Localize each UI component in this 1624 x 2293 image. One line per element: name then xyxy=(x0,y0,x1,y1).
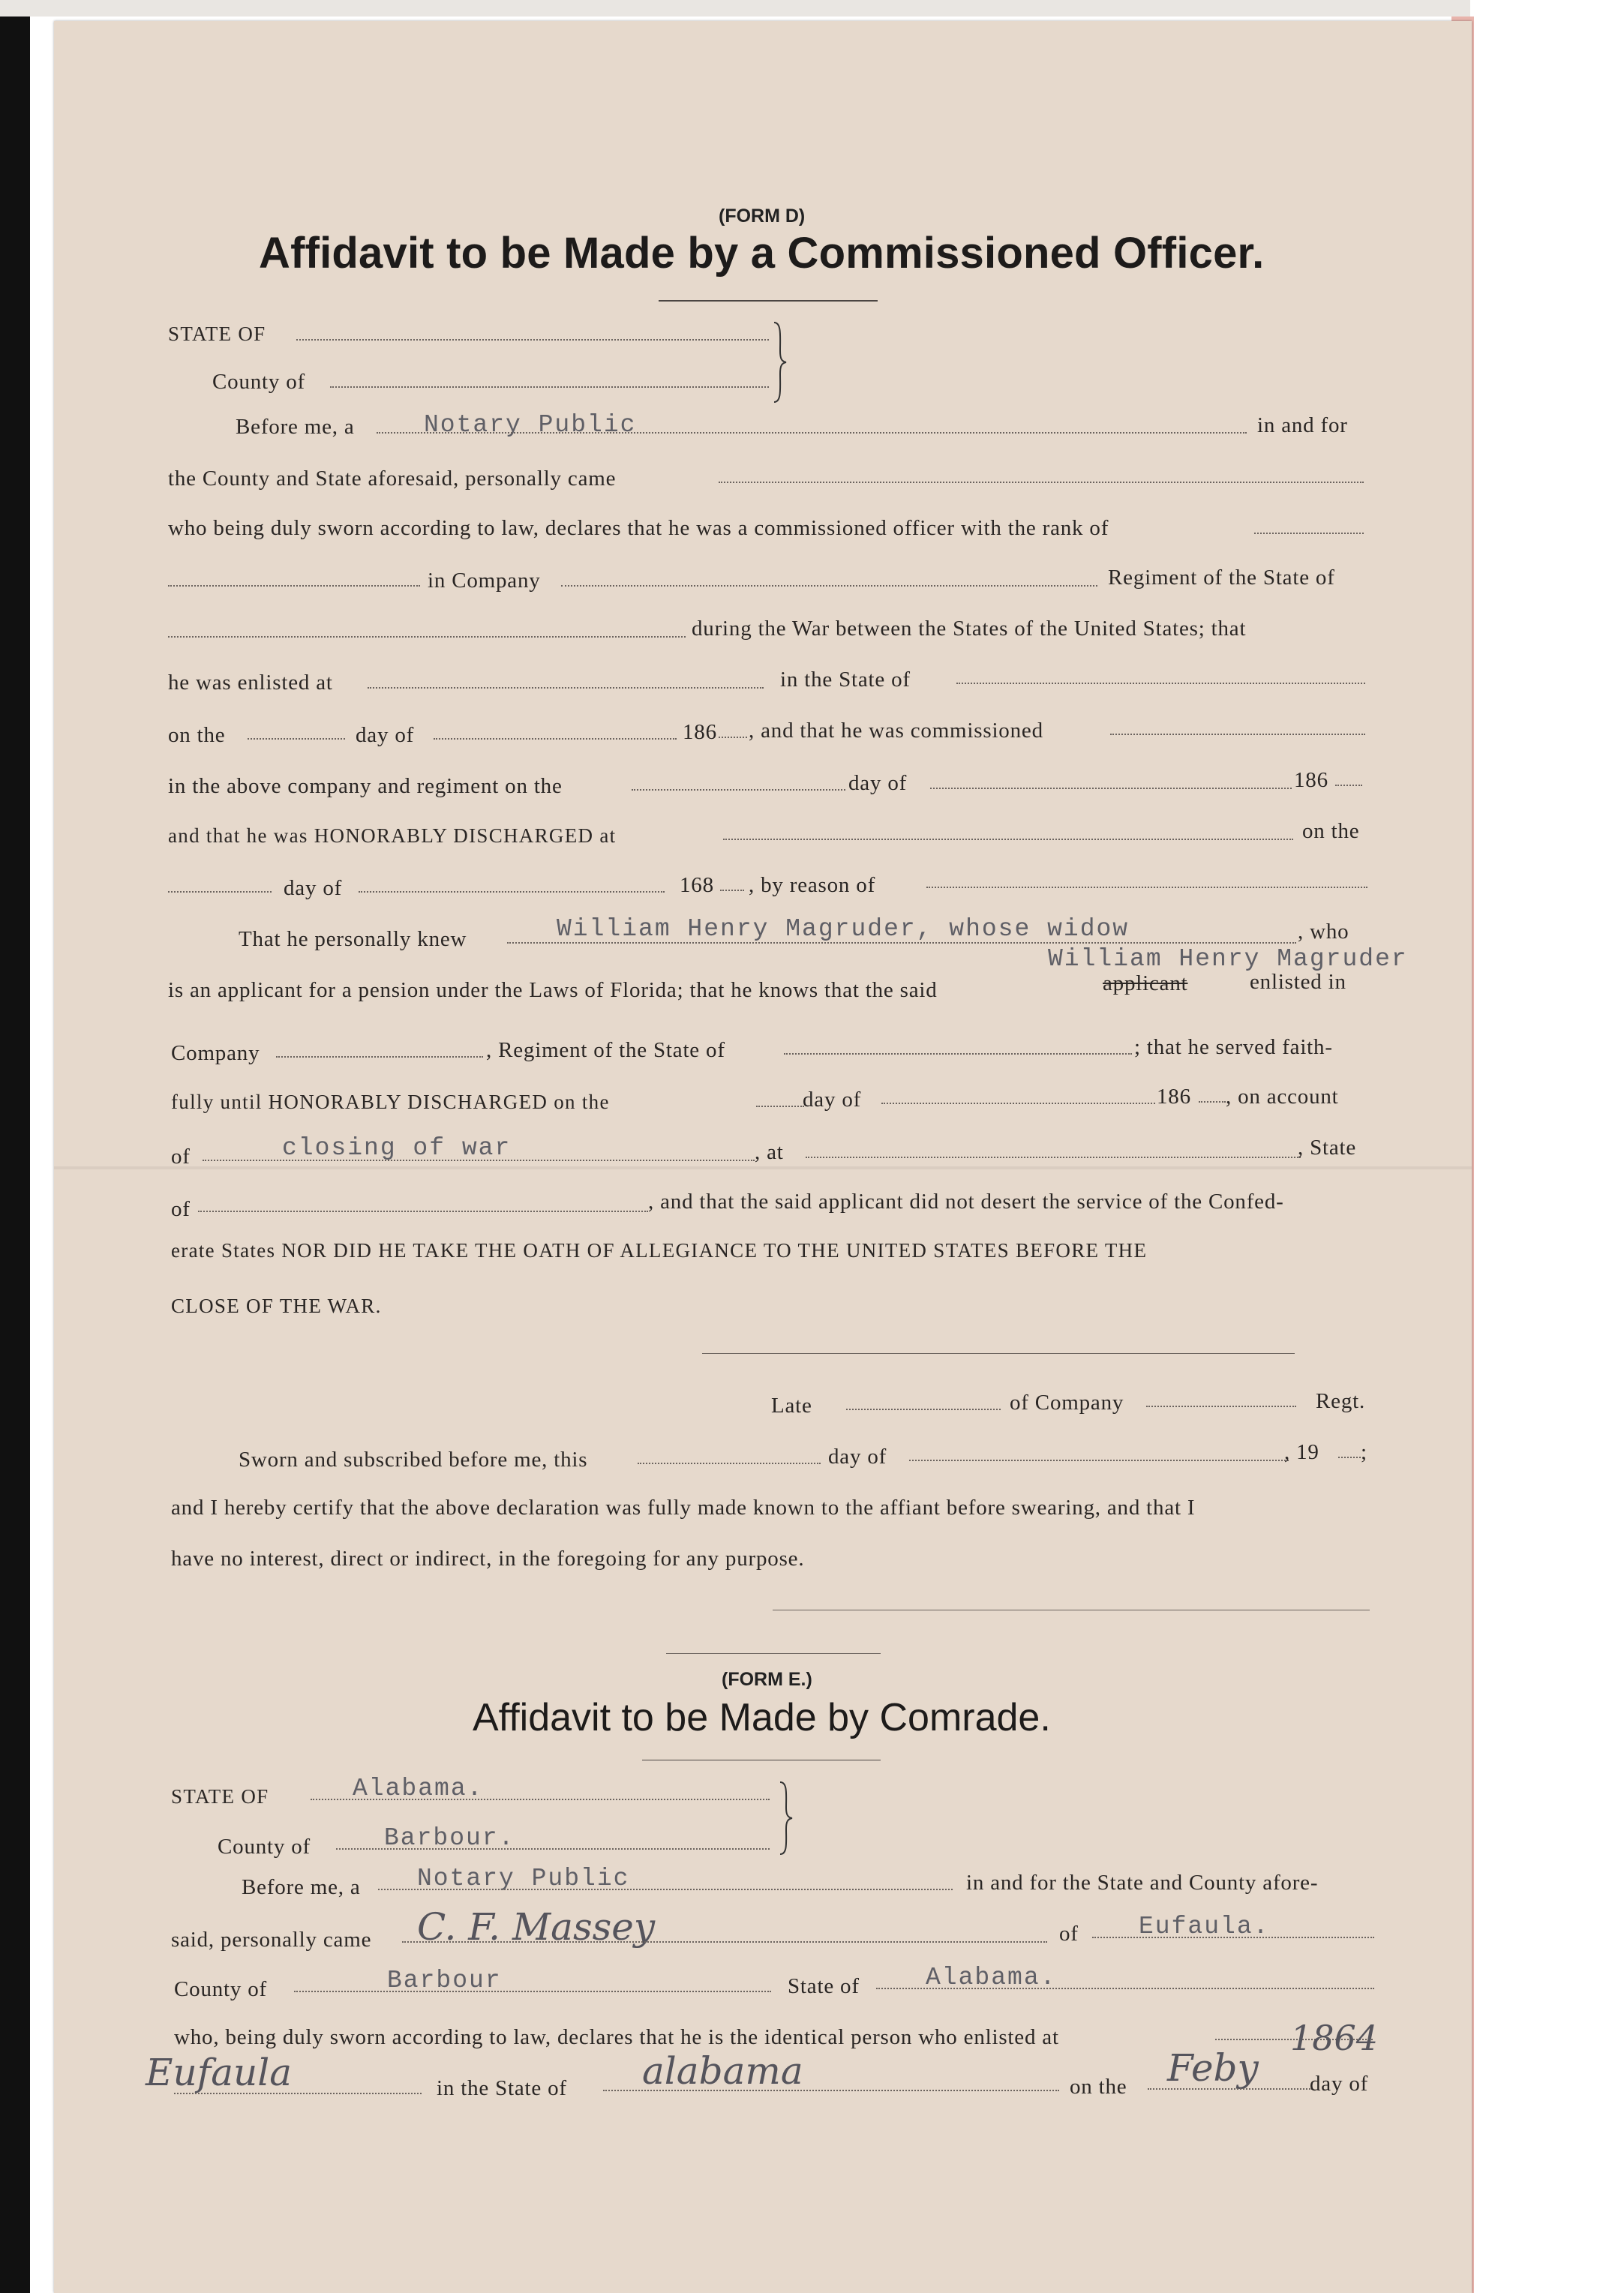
of-label: of xyxy=(171,1145,191,1169)
e-county-line xyxy=(336,1848,770,1850)
served-day-line xyxy=(756,1106,804,1107)
sworn-month-line xyxy=(909,1460,1289,1461)
account-value: closing of war xyxy=(282,1134,512,1162)
rank-line xyxy=(1254,533,1364,534)
served-month-line xyxy=(881,1103,1155,1104)
discharged-at-line xyxy=(723,839,1293,840)
company-label: Company xyxy=(171,1041,260,1065)
form-e-title: Affidavit to be Made by Comrade. xyxy=(473,1696,1051,1739)
late-company-line xyxy=(1146,1406,1296,1407)
e-county-of-2-label: County of xyxy=(174,1977,268,2001)
enlisted-in-label: enlisted in xyxy=(1250,970,1346,994)
e-state-value-3: alabama xyxy=(642,2049,803,2093)
form-e-label: (FORM E.) xyxy=(722,1669,812,1690)
e-state-of-2-label: State of xyxy=(788,1974,860,1998)
not-desert-label: , and that the said applicant did not desert the service of the Confed- xyxy=(648,1190,1284,1214)
late-label: Late xyxy=(771,1394,812,1418)
enlisted-at-line xyxy=(368,687,764,689)
in-company-label: in Company xyxy=(428,569,541,593)
sworn-day-line xyxy=(638,1463,821,1464)
e-in-state-of-label: in the State of xyxy=(437,2076,567,2100)
e-before-me-line xyxy=(378,1889,953,1890)
on-the-label: on the xyxy=(168,723,226,747)
sworn-subscribed-label: Sworn and subscribed before me, this xyxy=(239,1448,588,1472)
of-2-label: of xyxy=(171,1197,191,1221)
county-of-label: County of xyxy=(212,370,306,394)
personally-came-label: the County and State aforesaid, personally came xyxy=(168,467,617,491)
oath-line-label: erate States NOR DID HE TAKE THE OATH OF ALLEGIANCE TO THE UNITED STATES BEFORE THE xyxy=(171,1239,1148,1262)
regt-label: Regt. xyxy=(1316,1389,1366,1413)
e-state-value-2: Alabama. xyxy=(926,1964,1057,1991)
e-on-the-line xyxy=(1148,2088,1313,2090)
regiment-of-state-label: , Regiment of the State of xyxy=(486,1038,725,1062)
company-line xyxy=(561,585,1097,587)
sworn-rank-label: who being duly sworn according to law, declares that he was a commissioned officer with the rank of xyxy=(168,516,1109,540)
by-reason-label: , by reason of xyxy=(749,873,876,897)
struck-applicant-word: applicant xyxy=(1103,971,1188,995)
year-186-3-label: 186 xyxy=(1157,1085,1191,1109)
e-personally-came-label: said, personally came xyxy=(171,1928,372,1952)
scan-border-top xyxy=(0,0,1624,17)
e-identical-person-label: who, being duly sworn according to law, declares that he is the identical person who enlisted at xyxy=(174,2025,1059,2049)
state-label: , State xyxy=(1298,1136,1357,1160)
scan-border-left xyxy=(0,0,30,2293)
account-line xyxy=(203,1160,755,1161)
day-of-5-label: day of xyxy=(828,1445,887,1469)
disch-year-line xyxy=(720,890,744,891)
e-in-and-for-label: in and for the State and County afore- xyxy=(966,1871,1319,1895)
served-year-line xyxy=(1199,1101,1226,1103)
month-line xyxy=(434,738,677,740)
e-of-value: Eufaula. xyxy=(1139,1913,1270,1940)
e-county-value: Barbour. xyxy=(384,1824,515,1852)
year-line xyxy=(719,737,747,738)
e-before-me-label: Before me, a xyxy=(242,1875,361,1899)
e-on-the-label: on the xyxy=(1070,2075,1127,2099)
no-interest-label: have no interest, direct or indirect, in the foregoing for any purpose. xyxy=(171,1547,805,1571)
rank-cont-line xyxy=(168,585,420,587)
of-state-line xyxy=(198,1211,648,1212)
served-faith-label: ; that he served faith- xyxy=(1134,1035,1333,1059)
above-day-line xyxy=(632,789,845,791)
in-the-state-of-label: in the State of xyxy=(780,668,911,692)
year-19-label: , 19 xyxy=(1284,1440,1319,1464)
title-rule xyxy=(659,300,878,302)
before-me-value: Notary Public xyxy=(424,411,637,439)
knew-value: William Henry Magruder, whose widow xyxy=(557,915,1130,943)
e-on-the-value: Feby xyxy=(1167,2046,1259,2090)
served-state-line xyxy=(784,1053,1132,1055)
personally-came-line xyxy=(719,482,1364,483)
e-state-3-line xyxy=(603,2090,1059,2091)
served-company-line xyxy=(276,1056,483,1058)
e-county-of-label: County of xyxy=(218,1835,311,1859)
day-of-3-label: day of xyxy=(284,876,343,900)
at-label: , at xyxy=(755,1140,784,1164)
knew-line xyxy=(507,942,1296,944)
state-line xyxy=(168,636,686,638)
day-of-2-label: day of xyxy=(848,771,908,795)
before-me-line xyxy=(377,432,1247,434)
day-of-label: day of xyxy=(356,723,415,747)
state-of-label: STATE OF xyxy=(168,323,266,345)
applicant-line-label: is an applicant for a pension under the Laws of Florida; that he knows that the said xyxy=(168,978,938,1002)
e-county-2-line xyxy=(294,1991,771,1992)
e-state-line xyxy=(311,1799,770,1800)
paper-fold xyxy=(54,1166,1472,1169)
above-month-line xyxy=(930,788,1292,789)
semicolon-label: ; xyxy=(1361,1440,1367,1464)
knew-label: That he personally knew xyxy=(239,927,467,951)
form-d-label: (FORM D) xyxy=(719,206,806,227)
form-d-title: Affidavit to be Made by a Commissioned Officer. xyxy=(259,229,1265,278)
certify-label: and I hereby certify that the above declaration was fully made known to the affiant before swearing, and that I xyxy=(171,1496,1196,1520)
e-state-of-label: STATE OF xyxy=(171,1785,269,1808)
above-year-line xyxy=(1335,785,1362,786)
e-year-value: 1864 xyxy=(1290,2018,1379,2058)
e-enlisted-place-line xyxy=(174,2093,422,2094)
disch-month-line xyxy=(359,891,665,893)
e-of-label: of xyxy=(1059,1922,1079,1946)
before-me-label: Before me, a xyxy=(236,415,355,439)
in-and-for-label: in and for xyxy=(1257,413,1348,437)
enlisted-state-line xyxy=(956,683,1365,684)
year-168-label: 168 xyxy=(680,873,714,897)
commissioned-label: , and that he was commissioned xyxy=(749,719,1043,743)
e-state-2-line xyxy=(876,1988,1374,1989)
hon-discharged-label: and that he was HONORABLY DISCHARGED at xyxy=(168,824,617,847)
e-enlisted-at-value: Eufaula xyxy=(146,2051,293,2094)
enlisted-at-label: he was enlisted at xyxy=(168,671,333,695)
e-came-line xyxy=(402,1941,1047,1943)
close-of-war-label: CLOSE OF THE WAR. xyxy=(171,1295,382,1317)
interlined-name: William Henry Magruder xyxy=(1048,945,1408,973)
day-of-4-label: day of xyxy=(803,1088,862,1112)
disch-day-line xyxy=(168,891,272,893)
e-county-value-2: Barbour xyxy=(387,1967,502,1994)
on-the-2-label: on the xyxy=(1302,819,1360,843)
who-label: , who xyxy=(1298,920,1349,944)
brace-icon xyxy=(777,1781,794,1856)
above-company-label: in the above company and regiment on the xyxy=(168,774,563,798)
during-war-label: during the War between the States of the United States; that xyxy=(692,617,1247,641)
of-company-label: of Company xyxy=(1010,1391,1124,1415)
late-line xyxy=(846,1409,1001,1410)
sworn-year-line xyxy=(1338,1457,1361,1458)
form-e-top-rule xyxy=(666,1653,881,1654)
e-day-of-label: day of xyxy=(1310,2072,1369,2096)
year-186-label: 186 xyxy=(683,720,717,744)
commissioned-line xyxy=(1110,734,1365,735)
signature-line xyxy=(702,1353,1295,1354)
on-account-label: , on account xyxy=(1226,1085,1339,1109)
e-came-value: C. F. Massey xyxy=(417,1905,656,1949)
fully-until-label: fully until HONORABLY DISCHARGED on the xyxy=(171,1091,610,1113)
year-186-2-label: 186 xyxy=(1294,768,1328,792)
day-line xyxy=(248,738,345,740)
e-state-value: Alabama. xyxy=(353,1775,484,1802)
e-of-line xyxy=(1092,1937,1374,1938)
brace-icon xyxy=(771,321,788,404)
reason-line xyxy=(926,887,1367,888)
state-of-line xyxy=(296,339,769,341)
e-before-me-value: Notary Public xyxy=(417,1865,630,1892)
regiment-state-label: Regiment of the State of xyxy=(1108,566,1335,590)
scan-border-right xyxy=(1470,0,1624,2293)
at-line xyxy=(806,1157,1301,1158)
county-of-line xyxy=(330,386,769,388)
